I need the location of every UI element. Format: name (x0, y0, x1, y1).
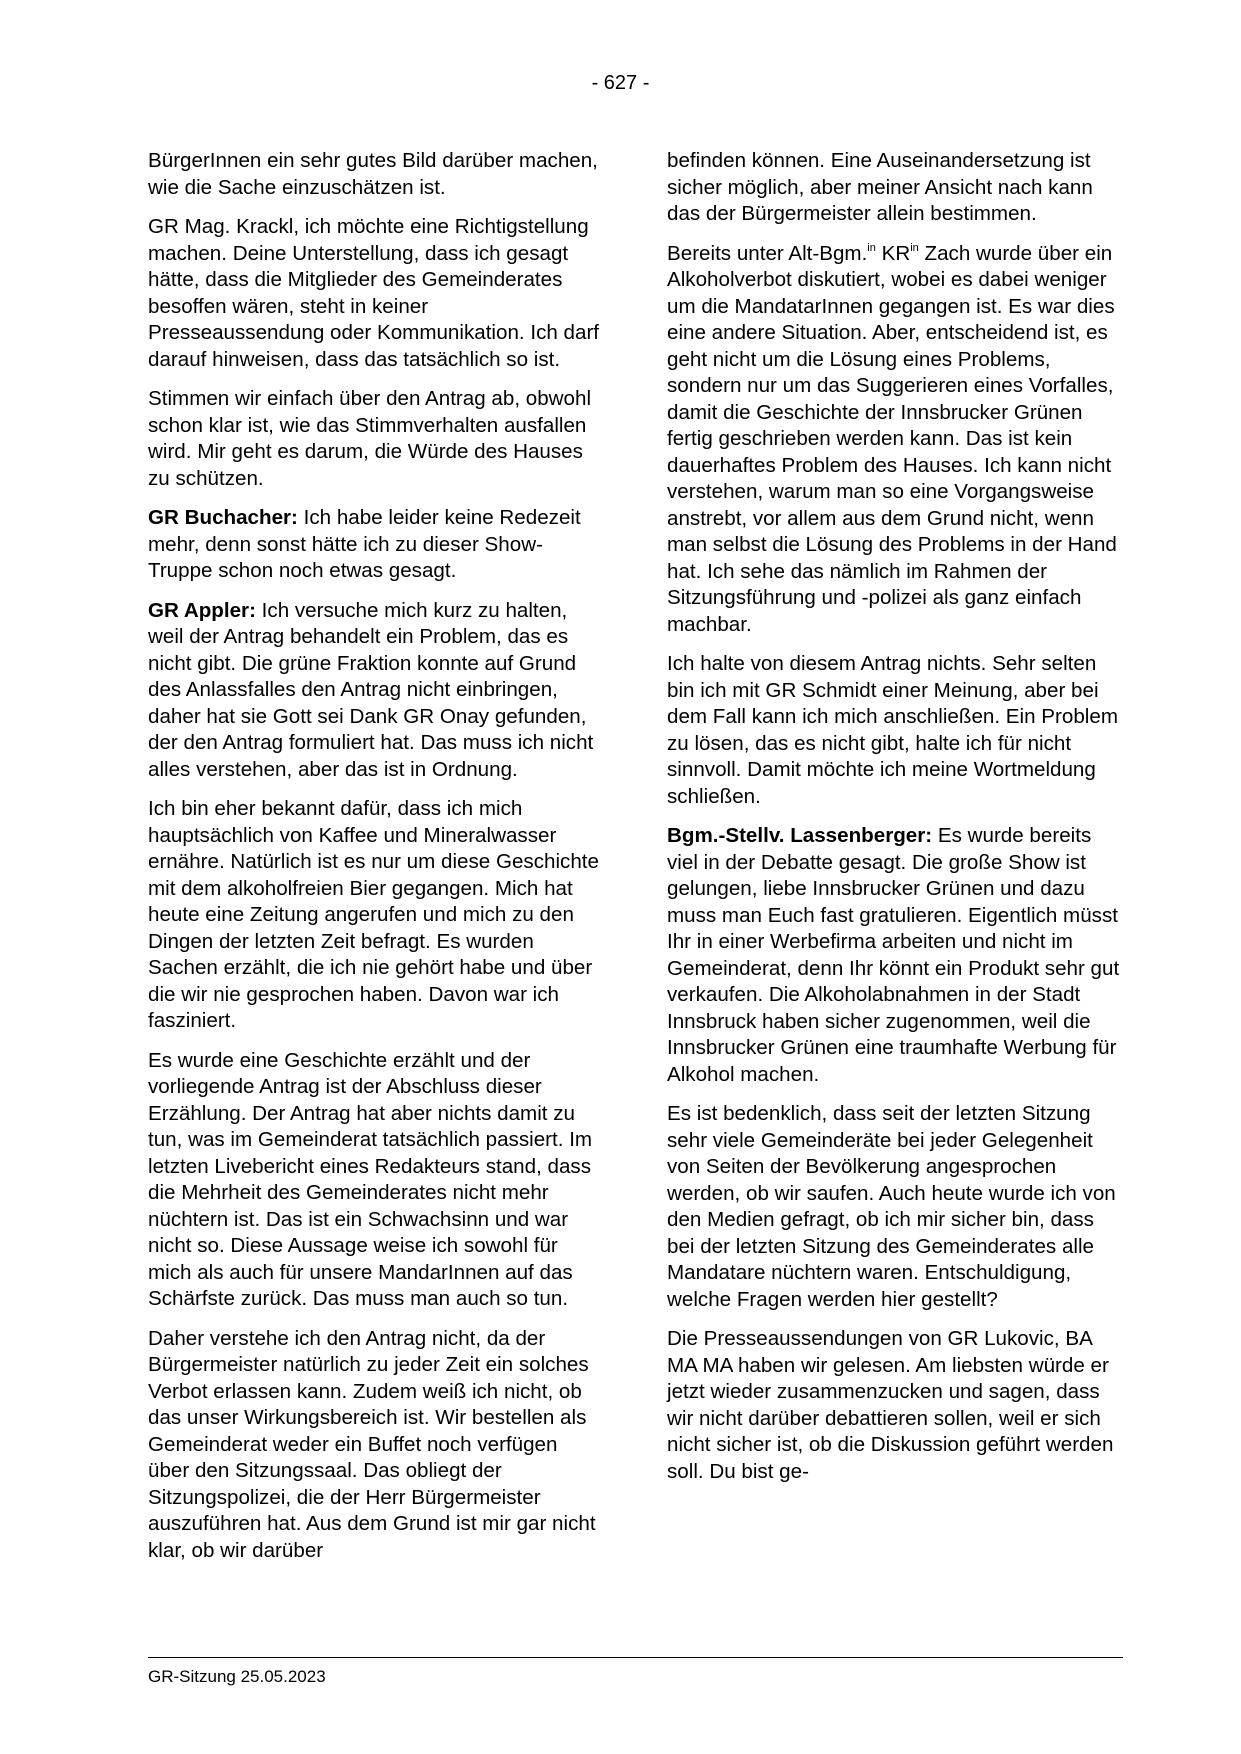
speaker-paragraph (667, 823, 1122, 1088)
paragraph: Die Presseaussendungen von GR Lukovic, BA MA MA haben wir gelesen. Am liebsten würde er jetzt wieder zusammenzucken und sagen, dass wir nicht darüber debattieren sollen, weil er sich nicht sicher ist, ob die Diskussion geführt werden soll. Du bist ge- (667, 1327, 1114, 1483)
paragraph: Stimmen wir einfach über den Antrag ab, obwohl schon klar ist, wie das Stimmverhalten ausfallen wird. Mir geht es darum, die Würde des Hauses zu schützen. (148, 387, 592, 490)
superscript: in (867, 241, 876, 254)
paragraph: befinden können. Eine Auseinandersetzung ist sicher möglich, aber meiner Ansicht nach kann das der Bürgermeister allein bestimmen. (667, 149, 1093, 225)
page-number: - 627 - (591, 72, 650, 94)
paragraph: Es wurde eine Geschichte erzählt und der vorliegende Antrag ist der Abschluss dieser Erzählung. Der Antrag hat aber nichts damit zu tun, was im Gemeinderat tatsächlich passiert. Im letzten Livebericht eines Redakteurs stand, dass die Mehrheit des Gemeinderates nicht mehr nüchtern ist. Das ist ein Schwachsinn und war nicht so. Diese Aussage weise ich sowohl für mich als auch für unsere MandarInnen auf das Schärfste zurück. Das muss man auch so tun. (148, 1048, 593, 1310)
footer-text: GR-Sitzung 25.05.2023 (148, 1667, 326, 1686)
paragraph: Es ist bedenklich, dass seit der letzten Sitzung sehr viele Gemeinderäte bei jeder Gelegenheit von Seiten der Bevölkerung angesprochen werden, ob wir saufen. Auch heute wurde ich von den Medien gefragt, ob ich mir sicher bin, dass bei der letzten Sitzung des Gemeinderates alle Mandatare nüchtern waren. Entschuldigung, welche Fragen werden hier gestellt? (667, 1102, 1116, 1311)
speaker-paragraph (148, 505, 603, 585)
speaker-name: Bgm.-Stellv. Lassenberger: (667, 824, 933, 847)
paragraph: Ich halte von diesem Antrag nichts. Sehr selten bin ich mit GR Schmidt einer Meinung, aber bei dem Fall kann ich mich anschließen. Ein Problem zu lösen, das es nicht gibt, halte ich für nicht sinnvoll. Damit möchte ich meine Wortmeldung schließen. (667, 652, 1118, 808)
speech-text: Ich habe leider keine Redezeit mehr, denn sonst hätte ich zu dieser Show-Truppe schon noch etwas gesagt. (148, 506, 581, 582)
paragraph: Daher verstehe ich den Antrag nicht, da der Bürgermeister natürlich zu jeder Zeit ein solches Verbot erlassen kann. Zudem weiß ich nicht, ob das unser Wirkungsbereich ist. Wir bestellen als Gemeinderat weder ein Buffet noch verfügen über den Sitzungssaal. Das obliegt der Sitzungspolizei, die der Herr Bürgermeister auszuführen hat. Aus dem Grund ist mir gar nicht klar, ob wir darüber (148, 1326, 596, 1562)
text-run: Bereits unter Alt-Bgm. (667, 241, 868, 265)
footer-divider (148, 1657, 1123, 1658)
text-run: KR (875, 241, 911, 265)
speaker-name: GR Buchacher: (148, 506, 298, 529)
paragraph (667, 241, 1122, 639)
superscript: in (910, 241, 919, 254)
paragraph: GR Mag. Krackl, ich möchte eine Richtigstellung machen. Deine Unterstellung, dass ich gesagt hätte, dass die Mitglieder des Gemeinderates besoffen wären, steht in keiner Presseaussendung oder Kommunikation. Ich darf darauf hinweisen, dass das tatsächlich so ist. (148, 215, 600, 371)
speech-text: Es wurde bereits viel in der Debatte gesagt. Die große Show ist gelungen, liebe Innsbrucker Grünen und dazu muss man Euch fast gratulieren. Eigentlich müsst Ihr in einer Werbefirma arbeiten und nicht im Gemeinderat, denn Ihr könnt ein Produkt sehr gut verkaufen. Die Alkoholabnahmen in der Stadt Innsbruck haben sicher zugenommen, weil die Innsbrucker Grünen eine traumhafte Werbung für Alkohol machen. (667, 824, 1120, 1086)
speech-text: Ich versuche mich kurz zu halten, weil der Antrag behandelt ein Problem, das es nicht gibt. Die grüne Fraktion konnte auf Grund des Anlassfalles den Antrag nicht einbringen, daher hat sie Gott sei Dank GR Onay gefunden, der den Antrag formuliert hat. Das muss ich nicht alles verstehen, aber das ist in Ordnung. (148, 598, 594, 781)
left-column (148, 148, 603, 1577)
right-column (667, 148, 1122, 1498)
paragraph: Ich bin eher bekannt dafür, dass ich mich hauptsächlich von Kaffee und Mineralwasser ernähre. Natürlich ist es nur um diese Geschichte mit dem alkoholfreien Bier gegangen. Mich hat heute eine Zeitung angerufen und mich zu den Dingen der letzten Zeit befragt. Es wurden Sachen erzählt, die ich nie gehört habe und über die wir nie gesprochen haben. Davon war ich fasziniert. (148, 797, 599, 1032)
text-run: Zach wurde über ein Alkoholverbot diskutiert, wobei es dabei weniger um die MandatarInnen gegangen ist. Es war dies eine andere Situation. Aber, entscheidend ist, es geht nicht um die Lösung eines Problems, sondern nur um das Suggerieren eines Vorfalles, damit die Geschichte der Innsbrucker Grünen fertig geschrieben werden kann. Das ist kein dauerhaftes Problem des Hauses. Ich kann nicht verstehen, warum man so eine Vorgangsweise anstrebt, vor allem aus dem Grund nicht, wenn man selbst die Lösung des Problems in der Hand hat. Ich sehe das nämlich im Rahmen der Sitzungsführung und -polizei als ganz einfach machbar. (667, 241, 1117, 636)
paragraph: BürgerInnen ein sehr gutes Bild darüber machen, wie die Sache einzuschätzen ist. (148, 149, 598, 199)
speaker-name: GR Appler: (148, 598, 256, 622)
speaker-paragraph (148, 598, 603, 784)
